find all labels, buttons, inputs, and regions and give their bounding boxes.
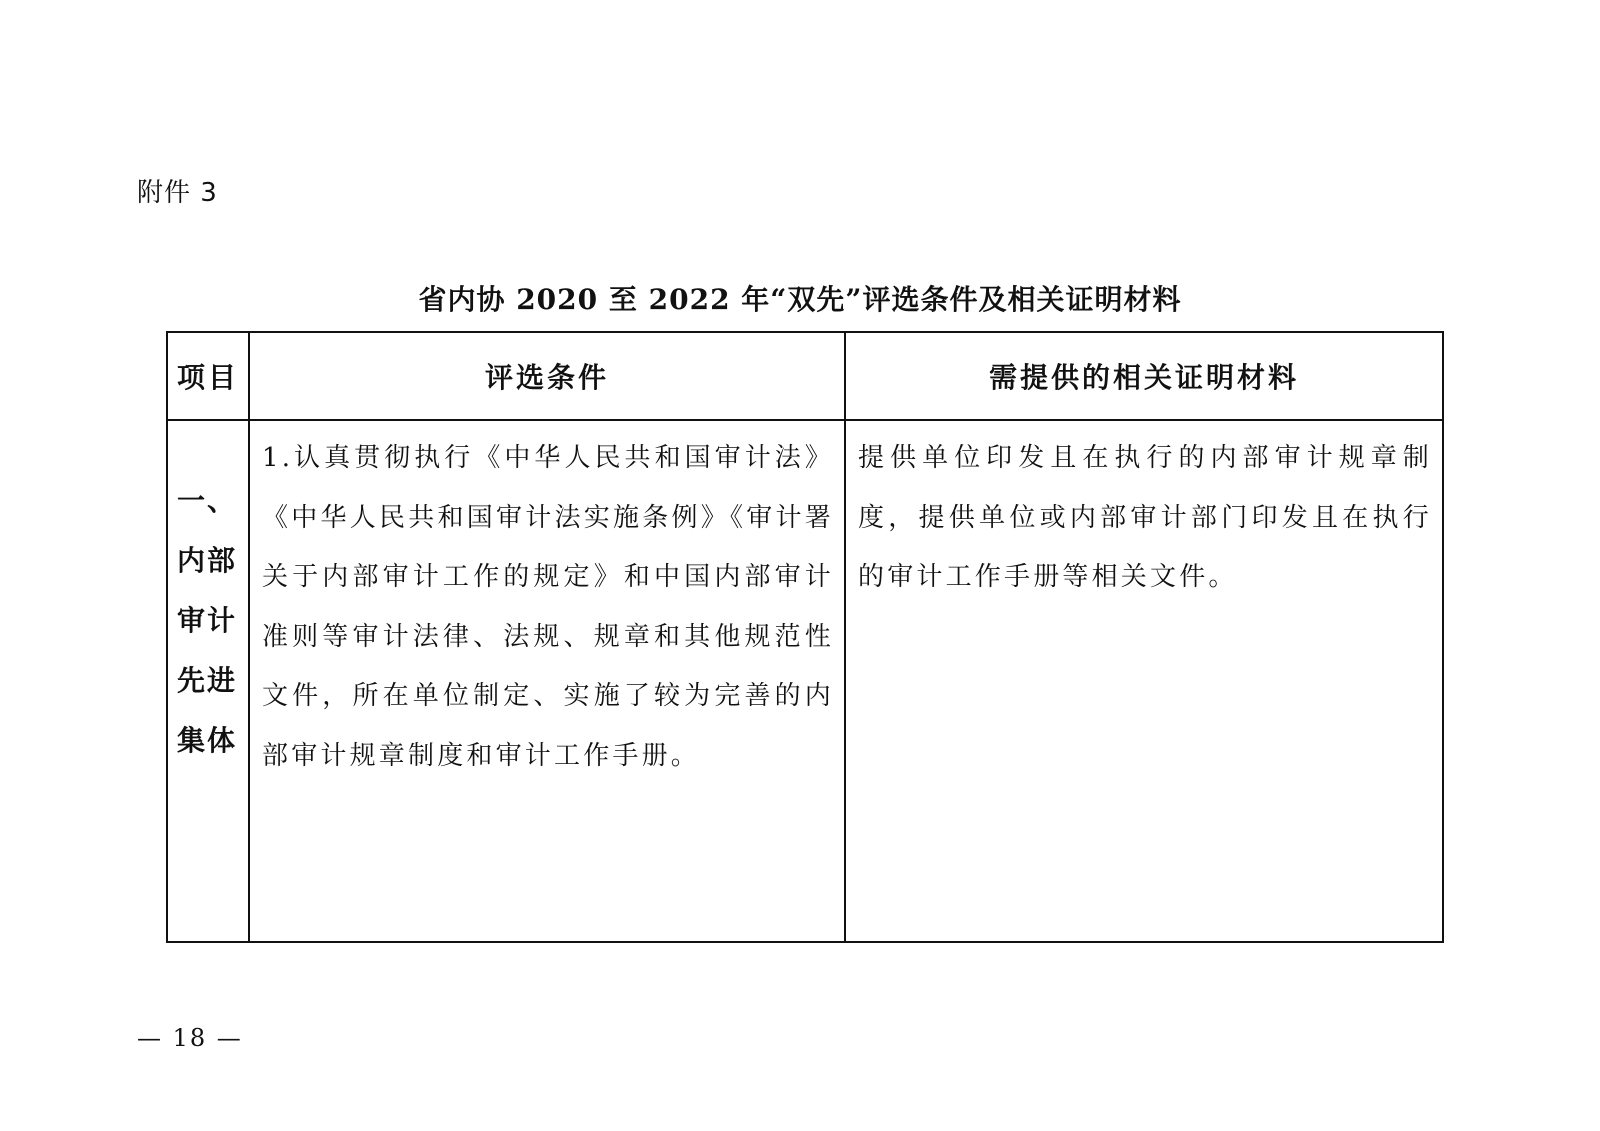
header-conditions: 评选条件 (249, 332, 845, 420)
page-number: — 18 — (137, 1024, 243, 1052)
header-item: 项目 (167, 332, 249, 420)
header-materials: 需提供的相关证明材料 (845, 332, 1443, 420)
attachment-label: 附件 3 (137, 178, 218, 208)
materials-cell: 提供单位印发且在执行的内部审计规章制度，提供单位或内部审计部门印发且在执行的审计工作手册等相关文件。 (845, 420, 1443, 942)
table-header-row (167, 332, 1443, 420)
item-cell (167, 420, 249, 942)
item-label: 一、内部审计先进集体 (177, 484, 238, 757)
table-row (167, 420, 1443, 942)
criteria-table (166, 331, 1444, 943)
document-title: 省内协 2020 至 2022 年“双先”评选条件及相关证明材料 (418, 283, 1182, 316)
conditions-cell: 1.认真贯彻执行《中华人民共和国审计法》《中华人民共和国审计法实施条例》《审计署关于内部审计工作的规定》和中国内部审计准则等审计法律、法规、规章和其他规范性文件，所在单位制定、实施了较为完善的内部审计规章制度和审计工作手册。 (249, 420, 845, 942)
